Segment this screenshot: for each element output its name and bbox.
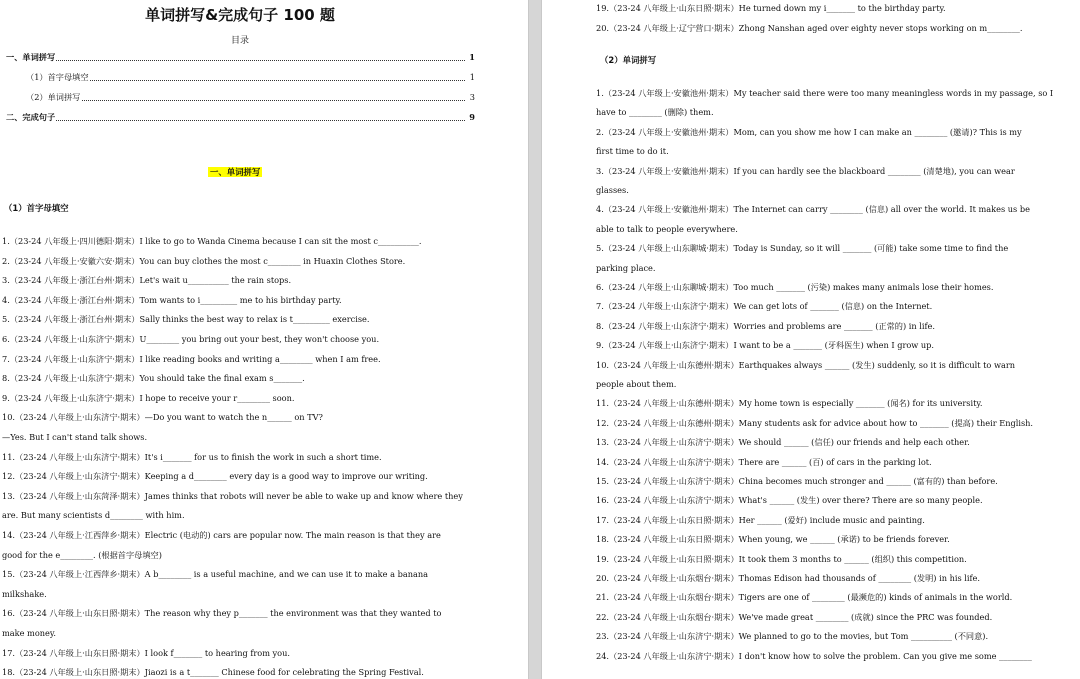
question-line: 17.（23-24 八年级上·山东日照·期末）I look f_______ to hearing from you. — [2, 647, 290, 658]
question-line: 20.（23-24 八年级上·山东烟台·期末）Thomas Edison had thousands of ________ (发明) in his life. — [596, 573, 980, 583]
question-line: 4.（23-24 八年级上·安徽池州·期末）The Internet can carry ________ (信息) all over the world. It makes us be — [596, 204, 1030, 215]
toc-entry[interactable]: （2）单词拼写 3 — [26, 92, 475, 102]
question-line: 24.（23-24 八年级上·山东济宁·期末）I don't know how to solve the problem. Can you give me some ________ — [596, 650, 1032, 661]
question-line: 13.（23-24 八年级上·山东菏泽·期末）James thinks that robots will never be able to wake up and know where they — [2, 490, 463, 501]
question-line: good for the e________. (根据首字母填空) — [2, 549, 162, 560]
question-line: 16.（23-24 八年级上·山东日照·期末）The reason why they p_______ the environment was that they wanted to — [2, 608, 442, 619]
question-line: 16.（23-24 八年级上·山东济宁·期末）What's ______ (发生) over there? There are so many people. — [596, 495, 983, 506]
question-line: 15.（23-24 八年级上·江西萍乡·期末）A b________ is a useful machine, and we can use it to make a banana — [2, 569, 429, 580]
question-line: glasses. — [596, 185, 629, 195]
question-line: 4.（23-24 八年级上·浙江台州·期末）Tom wants to i_________ me to his birthday party. — [2, 294, 342, 305]
question-line: first time to do it. — [596, 146, 669, 157]
question-line: 19.（23-24 八年级上·山东日照·期末）He turned down my i_______ to the birthday party. — [596, 3, 946, 13]
toc-entry[interactable]: （1）首字母填空 1 — [26, 72, 475, 82]
question-line: 6.（23-24 八年级上·山东聊城·期末）Too much _______ (污染) makes many animals lose their homes. — [596, 282, 994, 292]
question-line: 14.（23-24 八年级上·江西萍乡·期末）Electric (电动的) cars are popular now. The main reason is that they are — [2, 530, 441, 540]
question-line: 14.（23-24 八年级上·山东济宁·期末）There are ______ (百) of cars in the parking lot. — [596, 456, 932, 467]
question-line: —Yes. But I can't stand talk shows. — [2, 432, 148, 442]
toc-entry[interactable]: 一、单词拼写 1 — [6, 52, 475, 62]
question-line: people about them. — [596, 379, 677, 389]
toc-entry[interactable]: 二、完成句子 9 — [6, 112, 475, 122]
question-line: 5.（23-24 八年级上·浙江台州·期末）Sally thinks the best way to relax is t_________ exercise. — [2, 314, 370, 325]
question-line: 22.（23-24 八年级上·山东烟台·期末）We've made great ________ (成就) since the PRC was founded. — [596, 611, 993, 622]
question-line: 2.（23-24 八年级上·安徽池州·期末）Mom, can you show me how I can make an ________ (邀请)? This is my — [596, 126, 1022, 137]
question-line: 1.（23-24 八年级上·安徽池州·期末）My teacher said there were too many meaningless words in my passage, so I — [596, 88, 1054, 98]
question-line: 12.（23-24 八年级上·山东德州·期末）Many students ask for advice about how to _______ (提高) their English. — [596, 417, 1034, 428]
question-line: 18.（23-24 八年级上·山东日照·期末）When young, we ______ (承诺) to be friends forever. — [596, 534, 950, 545]
question-line: 19.（23-24 八年级上·山东日照·期末）It took them 3 months to ______ (组织) this competition. — [596, 553, 967, 564]
page-gap — [528, 0, 542, 679]
question-line: 9.（23-24 八年级上·山东济宁·期末）I hope to receive your r________ soon. — [2, 392, 295, 403]
question-line: milkshake. — [2, 588, 47, 599]
question-line: 12.（23-24 八年级上·山东济宁·期末）Keeping a d________ every day is a good way to improve our writing. — [2, 471, 428, 482]
question-line: 17.（23-24 八年级上·山东日照·期末）Her ______ (爱好) include music and painting. — [596, 514, 925, 525]
question-line: 9.（23-24 八年级上·山东济宁·期末）I want to be a _______ (牙科医生) when I grow up. — [596, 340, 935, 351]
question-line: 3.（23-24 八年级上·浙江台州·期末）Let's wait u__________ the rain stops. — [2, 275, 292, 286]
question-line: 5.（23-24 八年级上·山东聊城·期末）Today is Sunday, so it will _______ (可能) take some time to find the — [596, 243, 1009, 254]
subsection-heading: （2）单词拼写 — [600, 55, 657, 65]
question-line: are. But many scientists d________ with him. — [2, 510, 185, 521]
subsection-heading: （1）首字母填空 — [4, 203, 69, 213]
question-line: 15.（23-24 八年级上·山东济宁·期末）China becomes much stronger and ______ (富有的) than before. — [596, 476, 998, 486]
question-line: parking place. — [596, 262, 656, 273]
document-page-left — [0, 0, 528, 679]
question-line: 11.（23-24 八年级上·山东德州·期末）My home town is especially _______ (闻名) for its university. — [596, 398, 983, 409]
document-page-right — [542, 0, 1080, 679]
question-line: 7.（23-24 八年级上·山东济宁·期末）We can get lots of _______ (信息) on the Internet. — [596, 301, 933, 312]
question-line: have to ________ (删除) them. — [596, 107, 714, 118]
question-line: 8.（23-24 八年级上·山东济宁·期末）Worries and problems are _______ (正常的) in life. — [596, 320, 935, 331]
document-title: 单词拼写&完成句子 100 题 — [145, 6, 335, 24]
question-line: 1.（23-24 八年级上·四川德阳·期末）I like to go to Wanda Cinema because I can sit the most c__________. — [2, 236, 422, 246]
question-line: 13.（23-24 八年级上·山东济宁·期末）We should ______ (信任) our friends and help each other. — [596, 437, 970, 448]
question-line: able to talk to people everywhere. — [596, 223, 738, 234]
question-line-text: 20.（23-24 八年级上·辽宁营口·期末）Zhong Nanshan aged over eighty never stops working on m________. — [596, 23, 1023, 33]
question-line: make money. — [2, 628, 57, 638]
question-line: 10.（23-24 八年级上·山东济宁·期末）—Do you want to watch the n______ on TV? — [2, 412, 323, 423]
toc-heading: 目录 — [230, 36, 249, 46]
question-line — [596, 23, 1023, 33]
question-line: 6.（23-24 八年级上·山东济宁·期末）U________ you bring out your best, they won't choose you. — [2, 334, 380, 344]
question-line: 10.（23-24 八年级上·山东德州·期末）Earthquakes always ______ (发生) suddenly, so it is difficult to warn — [596, 359, 1016, 370]
question-line: 23.（23-24 八年级上·山东济宁·期末）We planned to go to the movies, but Tom __________ (不同意). — [596, 631, 989, 642]
question-line: 7.（23-24 八年级上·山东济宁·期末）I like reading books and writing a________ when I am free. — [2, 353, 381, 364]
question-line: 11.（23-24 八年级上·山东济宁·期末）It's i_______ for us to finish the work in such a short time. — [2, 451, 382, 462]
question-line: 18.（23-24 八年级上·山东日照·期末）Jiaozi is a t_______ Chinese food for celebrating the Spring Festival. — [2, 667, 424, 678]
question-line: 8.（23-24 八年级上·山东济宁·期末）You should take the final exam s_______. — [2, 373, 305, 384]
question-line: 2.（23-24 八年级上·安徽六安·期末）You can buy clothes the most c________ in Huaxin Clothes Store. — [2, 255, 406, 266]
section-heading: 一、单词拼写 — [210, 167, 261, 177]
question-line: 21.（23-24 八年级上·山东烟台·期末）Tigers are one of ________ (最濒危的) kinds of animals in the world. — [596, 592, 1013, 603]
question-line: 3.（23-24 八年级上·安徽池州·期末）If you can hardly see the blackboard ________ (清楚地), you can wear — [596, 165, 1015, 176]
